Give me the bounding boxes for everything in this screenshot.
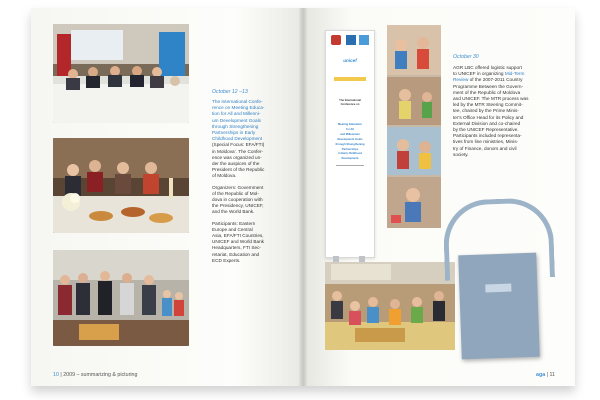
text-line: rence on Meeting Educa- [212, 105, 265, 111]
text-line: Review [453, 77, 469, 83]
photo-children-collage [387, 25, 441, 228]
text-line: society. [453, 151, 469, 157]
text-line: President of the Republic [212, 167, 265, 173]
text-line: der the auspices of the [212, 161, 260, 167]
text-line: tives from line ministries, Minis- [453, 139, 519, 145]
text-line: and UNICEF. The MTR process was [453, 96, 529, 102]
text-line: the Presidency, UNICEF, [212, 203, 264, 209]
page-number-left: 10 [53, 372, 59, 378]
text-line: Europe and Central [212, 226, 253, 232]
banner-title-line: Meeting Education [338, 123, 362, 126]
text-line: ence was organized un- [212, 154, 262, 160]
text-line: Asia, EFA/FTI Countries, [212, 233, 264, 239]
footer-text-left: | 2009 – summarizing & picturing [60, 372, 138, 378]
magazine-spread [31, 8, 575, 386]
text-line: dova in cooperation with [212, 197, 263, 203]
banner-logo-text: unicef [343, 58, 357, 63]
banner-title-line: for All [346, 127, 354, 131]
paragraph [212, 221, 292, 264]
banner-title-line: and Millennium [340, 132, 360, 136]
text-line: um Development Goals [212, 117, 261, 123]
photo-reception-table [53, 138, 189, 233]
banner-title-line: in Early Childhood [338, 152, 362, 156]
banner-title-line: Development [341, 157, 359, 161]
text-line: to UNICEF in organizing [453, 71, 505, 77]
conference-banner [325, 30, 375, 258]
caption-date-left: October 12 –13 [212, 89, 248, 95]
banner-ribbon [334, 77, 366, 81]
footer-right: aga | 11 [536, 372, 555, 378]
banner-line2: Conference on [340, 103, 360, 106]
text-line: The International Confe- [212, 99, 263, 104]
text-line: AGR LBC offered logistic support [453, 65, 522, 70]
text-line: Headquarters, FTI Sec- [212, 245, 261, 251]
banner-title [329, 123, 371, 162]
spine-gutter [299, 8, 307, 386]
left-page [31, 8, 303, 386]
banner-divider [336, 165, 364, 166]
text-line: (Special Focus: EFA/FTI) [212, 142, 265, 148]
bag-logo [485, 284, 511, 293]
photo-kindergarten-visit [53, 250, 189, 346]
bag-strap [442, 197, 555, 281]
text-line: Childhood Development [212, 136, 263, 142]
unicef-bag [458, 253, 540, 360]
page-number-right: 11 [549, 372, 555, 378]
text-line: led by the MTR Steering Commit- [453, 102, 523, 108]
paragraph [212, 99, 292, 180]
text-line-continuation: Mid-Term [504, 71, 525, 77]
text-line: try of Finance, donors and civil [453, 145, 517, 151]
text-line: retariat, Education and [212, 251, 260, 257]
photo-classroom-children [325, 262, 455, 350]
text-line-continuation: of the 2007-2011 Country [468, 77, 523, 83]
government-logo-icon [346, 35, 356, 45]
text-line: through Strengthening [212, 123, 259, 129]
text-line: Programme Between the Govern- [453, 83, 524, 89]
text-line: and the World Bank. [212, 209, 255, 215]
moldova-emblem-icon [331, 35, 341, 45]
footer-logo-right: aga [536, 372, 546, 378]
conference-description [212, 99, 292, 269]
text-line: tion for All and Millenni- [212, 111, 261, 117]
text-line: tee, chaired by the Prime Minis- [453, 108, 519, 114]
text-line: in Moldova'. The Confer- [212, 148, 264, 154]
text-line: Organizers: Government [212, 184, 264, 190]
text-line: of the Republic of Mol- [212, 190, 259, 196]
text-line: UNICEF and World Bank [212, 239, 265, 245]
paragraph [212, 185, 292, 216]
banner-title-line: Partnerships [341, 147, 359, 151]
text-line: Partnerships in Early [212, 130, 256, 136]
text-line: by the UNICEF Representative. [453, 127, 519, 133]
footer-left [53, 372, 137, 378]
text-line: External Division and co-chaired [453, 120, 521, 126]
text-line: ment of the Republic of Moldova [453, 89, 521, 95]
text-line: ECD Experts. [212, 257, 241, 263]
text-line: of Moldova. [212, 173, 237, 179]
worldbank-logo-icon [359, 35, 369, 45]
banner-title-line: Development Goals [337, 137, 363, 141]
caption-date-right: October 30 [453, 54, 479, 60]
mtr-description [453, 65, 553, 158]
banner-line1: The International [339, 99, 361, 102]
text-line: Participants: Eastern [212, 220, 256, 226]
right-page [303, 8, 575, 386]
banner-title-line: through Strengthening [335, 142, 365, 146]
text-line: Participants included representa- [453, 133, 522, 139]
text-line: ter's Office Head for its Policy and [453, 114, 524, 120]
photo-conference-panel [53, 24, 189, 123]
